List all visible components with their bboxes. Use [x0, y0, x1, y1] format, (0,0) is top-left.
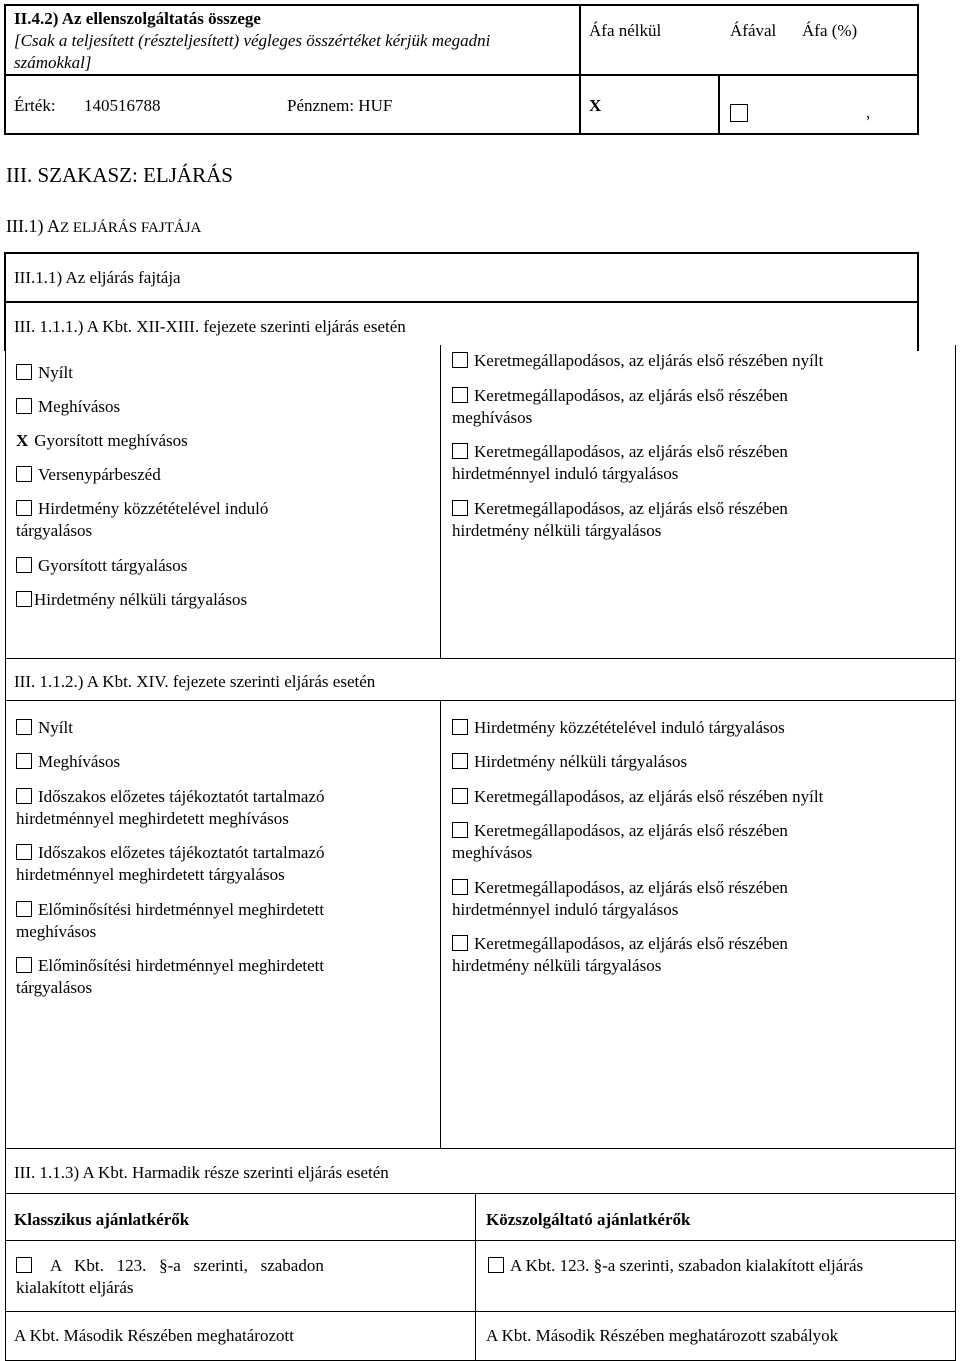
checkbox[interactable] [452, 443, 468, 459]
option-hirdetmeny-nelkuli[interactable]: Hirdetmény nélküli tárgyalásos [16, 589, 247, 611]
option-keret-hirdetmennyel[interactable]: Keretmegállapodásos, az eljárás első részében hirdetménnyel induló tárgyalásos [452, 442, 788, 483]
option-xiv-idoszakos-meghivasos[interactable]: Időszakos előzetes tájékoztatót tartalmazó hirdetménnyel meghirdetett meghívásos [16, 787, 325, 828]
ertek-label: Érték: [14, 96, 56, 115]
checkbox[interactable] [452, 500, 468, 516]
option-nyilt[interactable]: Nyílt [16, 362, 73, 384]
checkbox[interactable] [452, 719, 468, 735]
checkbox[interactable] [16, 364, 32, 380]
part-1112-title: III. 1.1.2.) A Kbt. XIV. fejezete szerinti eljárás esetén [14, 672, 376, 691]
section-iii1-heading: III.1) AZ ELJÁRÁS FAJTÁJA [6, 216, 202, 236]
checkbox[interactable] [16, 753, 32, 769]
option-xiv-keret-hirdetmennyel[interactable]: Keretmegállapodásos, az eljárás első részében hirdetménnyel induló tárgyalásos [452, 878, 788, 919]
checkbox[interactable] [16, 1257, 32, 1273]
penznem-label: Pénznem: HUF [287, 96, 393, 115]
option-keret-nyilt[interactable]: Keretmegállapodásos, az eljárás első részében nyílt [452, 350, 823, 372]
part-1113-title: III. 1.1.3) A Kbt. Harmadik része szerinti eljárás esetén [14, 1163, 389, 1182]
checkbox[interactable] [16, 398, 32, 414]
checkbox[interactable] [16, 957, 32, 973]
ertek-value: 140516788 [84, 96, 161, 115]
section-ii42-note: [Csak a teljesített (részteljesített) végleges összértéket kérjük megadni [14, 31, 491, 50]
option-gyorsitott-targyalasos[interactable]: Gyorsított tárgyalásos [16, 555, 187, 577]
col-klasszikus: Klasszikus ajánlatkérők [14, 1210, 190, 1229]
option-xiv-keret-meghivasos[interactable]: Keretmegállapodásos, az eljárás első részében meghívásos [452, 821, 788, 862]
checkbox[interactable] [16, 591, 32, 607]
col-afa-nelkul: Áfa nélkül [589, 21, 662, 40]
option-xiv-elominositesi-meghivasos[interactable]: Előminősítési hirdetménnyel meghirdetett meghívásos [16, 900, 325, 941]
option-xiv-keret-nyilt[interactable]: Keretmegállapodásos, az eljárás első részében nyílt [452, 786, 823, 808]
option-keret-hirdetmeny-nelkuli[interactable]: Keretmegállapodásos, az eljárás első részében hirdetmény nélküli tárgyalásos [452, 499, 788, 540]
section-iii-heading: III. SZAKASZ: ELJÁRÁS [6, 163, 233, 187]
option-xiv-idoszakos-targyalasos[interactable]: Időszakos előzetes tájékoztatót tartalmazó hirdetménnyel meghirdetett tárgyalásos [16, 843, 325, 884]
checkbox[interactable] [452, 753, 468, 769]
col-afa-pct: Áfa (%) [802, 21, 858, 40]
option-gyorsitott-meghivasos[interactable]: X Gyorsított meghívásos [16, 431, 188, 450]
checked-mark[interactable]: X [16, 431, 29, 450]
checkbox[interactable] [452, 935, 468, 951]
checkbox[interactable] [16, 901, 32, 917]
option-szabadon-klasszikus[interactable]: A Kbt. 123. §-a szerinti, szabadon kialakított eljárás [16, 1256, 324, 1297]
option-xiv-elominositesi-targyalasos[interactable]: Előminősítési hirdetménnyel meghirdetett tárgyalásos [16, 956, 325, 997]
klasszikus-masodik-resz: A Kbt. Második Részében meghatározott [14, 1326, 294, 1345]
checkbox[interactable] [16, 500, 32, 516]
checkbox[interactable] [452, 352, 468, 368]
kozszolgaltato-masodik-resz: A Kbt. Második Részében meghatározott szabályok [486, 1326, 839, 1345]
option-xiv-hirdetmeny-nelkuli[interactable]: Hirdetmény nélküli tárgyalásos [452, 751, 687, 773]
option-versenyparbeszed[interactable]: Versenypárbeszéd [16, 464, 161, 486]
checkbox[interactable] [16, 719, 32, 735]
afa-pct-comma: , [866, 103, 871, 122]
afaval-checkbox[interactable] [730, 104, 748, 122]
checkbox[interactable] [488, 1257, 504, 1273]
option-meghivasos[interactable]: Meghívásos [16, 396, 120, 418]
part-1111-title: III. 1.1.1.) A Kbt. XII-XIII. fejezete szerinti eljárás esetén [14, 317, 406, 336]
checkbox[interactable] [452, 822, 468, 838]
option-keret-meghivasos[interactable]: Keretmegállapodásos, az eljárás első részében meghívásos [452, 386, 788, 427]
col-afaval: Áfával [730, 21, 777, 40]
option-hirdetmeny-kozzetetelevel[interactable]: Hirdetmény közzétételével induló tárgyalásos [16, 499, 269, 540]
checkbox[interactable] [452, 879, 468, 895]
col-kozszolgaltato: Közszolgáltató ajánlatkérők [486, 1210, 691, 1229]
checkbox[interactable] [16, 788, 32, 804]
option-xiv-nyilt[interactable]: Nyílt [16, 717, 73, 739]
afa-nelkul-mark: X [589, 96, 602, 115]
option-xiv-meghivasos[interactable]: Meghívásos [16, 751, 120, 773]
section-ii42-note-cont: számokkal] [14, 53, 92, 72]
option-xiv-keret-hirdetmeny-nelkuli[interactable]: Keretmegállapodásos, az eljárás első részében hirdetmény nélküli tárgyalásos [452, 934, 788, 975]
option-xiv-hirdetmeny-kozzetetelevel[interactable]: Hirdetmény közzétételével induló tárgyalásos [452, 717, 785, 739]
checkbox[interactable] [452, 387, 468, 403]
checkbox[interactable] [452, 788, 468, 804]
checkbox[interactable] [16, 844, 32, 860]
checkbox[interactable] [16, 557, 32, 573]
option-szabadon-kozszolgaltato[interactable]: A Kbt. 123. §-a szerinti, szabadon kialakított eljárás [488, 1255, 863, 1277]
section-ii42-title: II.4.2) Az ellenszolgáltatás összege [14, 9, 261, 28]
procedure-type-title: III.1.1) Az eljárás fajtája [14, 268, 181, 287]
checkbox[interactable] [16, 466, 32, 482]
